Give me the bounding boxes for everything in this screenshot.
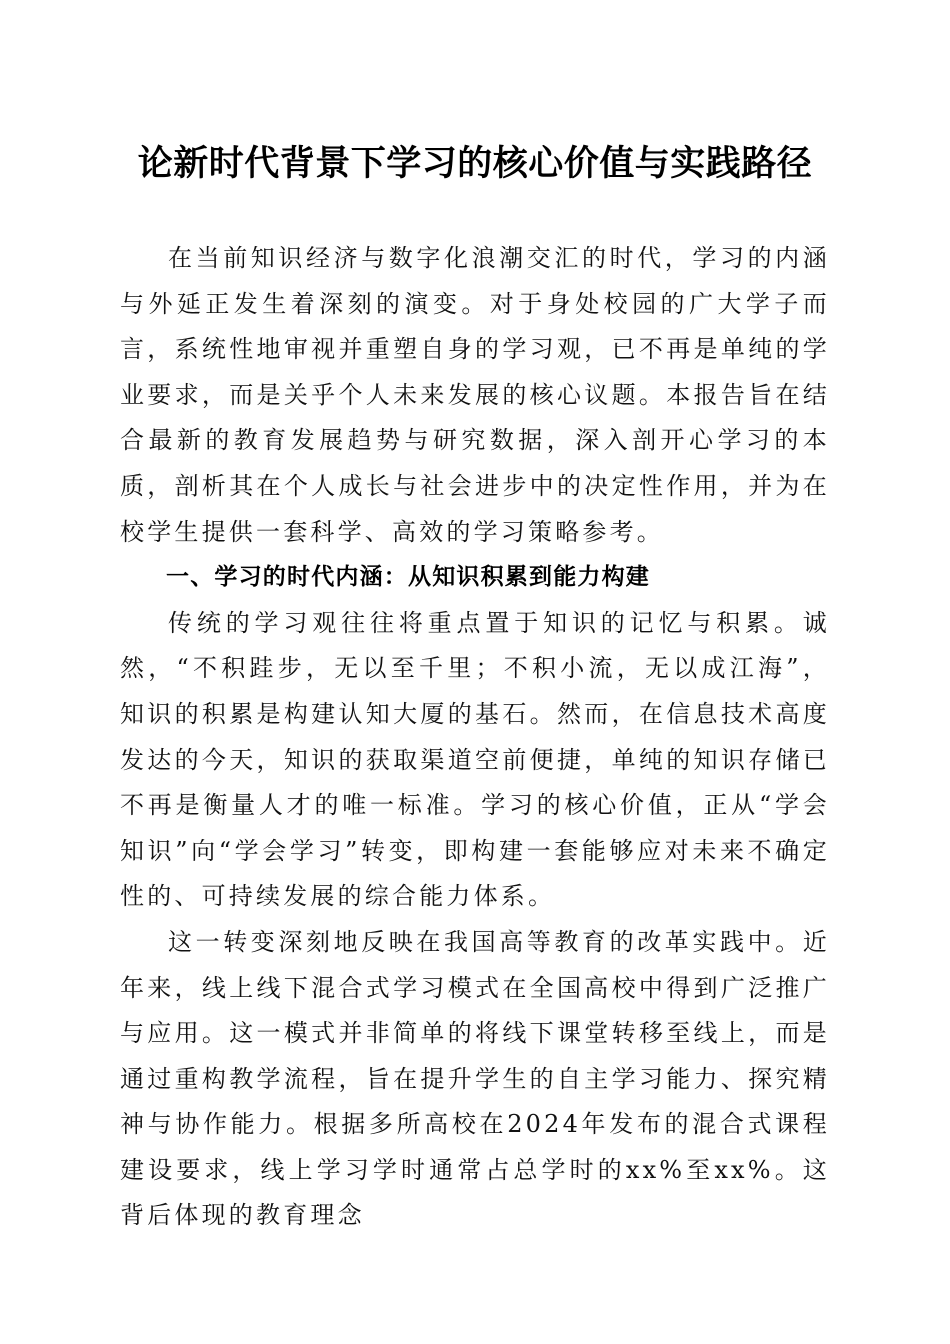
document-body <box>120 236 830 1239</box>
document-title: 论新时代背景下学习的核心价值与实践路径 <box>137 143 813 184</box>
section1-paragraph-1: 传统的学习观往往将重点置于知识的记忆与积累。诚然，“不积跬步，无以至千里；不积小流，无以成江海”，知识的积累是构建认知大厦的基石。然而，在信息技术高度发达的今天，知识的获取渠道空前便捷，单纯的知识存储已不再是衡量人才的唯一标准。学习的核心价值，正从“学会知识”向“学会学习”转变，即构建一套能够应对未来不确定性的、可持续发展的综合能力体系。 <box>120 608 830 911</box>
section1-paragraph-2: 这一转变深刻地反映在我国高等教育的改革实践中。近年来，线上线下混合式学习模式在全国高校中得到广泛推广与应用。这一模式并非简单的将线下课堂转移至线上，而是通过重构教学流程，旨在提升学生的自主学习能力、探究精神与协作能力。根据多所高校在2024年发布的混合式课程建设要求，线上学习学时通常占总学时的xx%至xx%。这背后体现的教育理念 <box>120 927 830 1230</box>
section-heading-1: 一、学习的时代内涵：从知识积累到能力构建 <box>166 564 650 591</box>
intro-paragraph: 在当前知识经济与数字化浪潮交汇的时代，学习的内涵与外延正发生着深刻的演变。对于身处校园的广大学子而言，系统性地审视并重塑自身的学习观，已不再是单纯的学业要求，而是关乎个人未来发展的核心议题。本报告旨在结合最新的教育发展趋势与研究数据，深入剖开心学习的本质，剖析其在个人成长与社会进步中的决定性作用，并为在校学生提供一套科学、高效的学习策略参考。 <box>120 244 830 546</box>
